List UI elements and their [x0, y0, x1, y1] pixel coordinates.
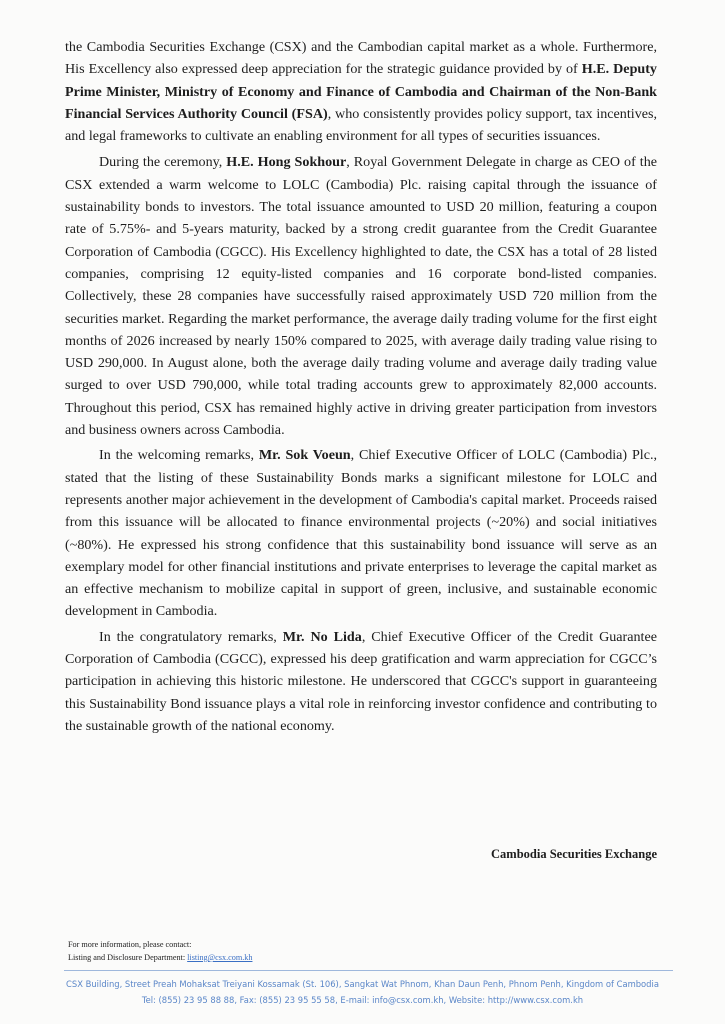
paragraph-2-text-b: , Royal Government Delegate in charge as CEO of the CSX extended a warm welcome to LOLC (Cambodia) Plc. raising capital through the issuance of sustainability bonds to investors. The total issuance amounted to USD 20 million, featuring a coupon rate of 5.75%- and 5-years maturity, backed by a strong credit guarantee from the Credit Guarantee Corporation of Cambodia (CGCC). His Excellency highlighted to date, the CSX has a total of 28 listed companies, comprising 12 equity-listed companies and 16 corporate bond-listed companies. Collectively, these 28 companies have successfully raised approximately USD 720 million from the securities market. Regarding the market performance, the average daily trading volume for the first eight months of 2026 increased by nearly 150% compared to 2025, with average daily trading value rising to USD 290,000. In August alone, both the average daily trading volume and average daily trading value surged to over USD 790,000, while total trading accounts grew to approximately 82,000 accounts. Throughout this period, CSX has remained highly active in driving greater participation from investors and business owners across Cambodia. — [65, 154, 657, 439]
paragraph-4 — [65, 626, 657, 737]
paragraph-4-bold: Mr. No Lida — [282, 628, 362, 645]
paragraph-2 — [65, 151, 657, 441]
press-release-body — [65, 36, 657, 737]
signature: Cambodia Securities Exchange — [491, 847, 657, 861]
contact-line-2 — [68, 951, 252, 964]
footer-address: CSX Building, Street Preah Mohaksat Treiyani Kossamak (St. 106), Sangkat Wat Phnom, Khan Daun Penh, Phnom Penh, Kingdom of Cambodia — [66, 979, 659, 989]
paragraph-1-text-b: , who consistently provides policy support, tax incentives, and legal frameworks to cultivate an enabling environment for all types of securities issuances. — [65, 105, 658, 145]
footer-divider — [64, 970, 673, 971]
contact-department-label: Listing and Disclosure Department: — [68, 953, 188, 962]
paragraph-1 — [65, 36, 657, 147]
contact-email-link[interactable]: listing@csx.com.kh — [187, 953, 253, 962]
letterhead-footer — [0, 976, 725, 1008]
paragraph-3-text-a: In the welcoming remarks, — [99, 447, 259, 464]
contact-line-1: For more information, please contact: — [68, 940, 192, 949]
contact-info — [68, 938, 252, 964]
paragraph-2-bold: H.E. Hong Sokhour — [226, 154, 347, 171]
paragraph-4-text-b: , Chief Executive Officer of the Credit Guarantee Corporation of Cambodia (CGCC), expressed his deep gratification and warm appreciation for CGCC’s participation in achieving this historic milestone. He underscored that CGCC's support in guaranteeing this Sustainability Bond issuance plays a vital role in reinforcing investor confidence and contributing to the sustainable growth of the national economy. — [65, 628, 657, 734]
paragraph-1-bold: H.E. Deputy Prime Minister, Ministry of Economy and Finance of Cambodia and Chairman of the Non-Bank Financial Services Authority Council (FSA) — [65, 61, 657, 122]
paragraph-4-text-a: In the congratulatory remarks, — [99, 628, 283, 645]
paragraph-2-text-a: During the ceremony, — [99, 154, 227, 171]
paragraph-3-text-b: , Chief Executive Officer of LOLC (Cambodia) Plc., stated that the listing of these Sustainability Bonds marks a significant milestone for LOLC and represents another major achievement in the development of Cambodia's capital market. Proceeds raised from this issuance will be allocated to finance environmental projects (~20%) and social initiatives (~80%). He expressed his strong confidence that this sustainability bond issuance will serve as an exemplary model for other financial institutions and private enterprises to leverage the capital market as an effective mechanism to mobilize capital in support of green, inclusive, and sustainable economic development in Cambodia. — [65, 447, 658, 620]
paragraph-1-text-a: the Cambodia Securities Exchange (CSX) and the Cambodian capital market as a whole. Furthermore, His Excellency also expressed deep appreciation for the strategic guidance provided by of — [65, 39, 657, 78]
footer-contacts: Tel: (855) 23 95 88 88, Fax: (855) 23 95 55 58, E-mail: info@csx.com.kh, Website: http://www.csx.com.kh — [141, 995, 584, 1005]
paragraph-3 — [65, 444, 657, 622]
paragraph-3-bold: Mr. Sok Voeun — [258, 447, 351, 464]
